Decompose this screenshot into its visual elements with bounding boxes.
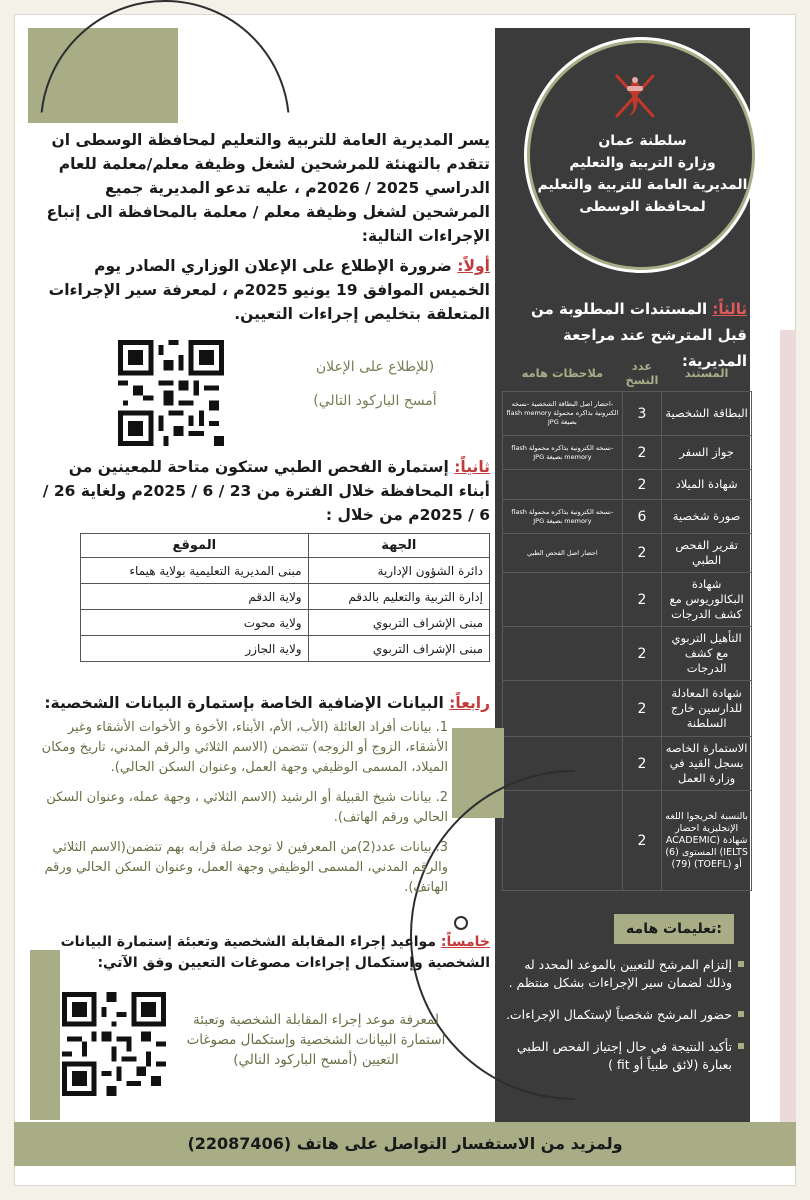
col-header-entity: الجهة xyxy=(308,534,489,558)
fifth-label: خامساً: xyxy=(440,934,490,950)
table-row xyxy=(503,681,752,737)
locations-table xyxy=(80,533,490,662)
oman-khanjar-emblem-icon xyxy=(605,66,665,126)
doc-name: البطاقة الشخصية xyxy=(662,392,752,436)
instructions-title: تعليمات هامه: xyxy=(614,914,734,944)
list-item: حضور المرشح شخصياً لإستكمال الإجراءات. xyxy=(498,1006,744,1024)
doc-note: -نسخه الكترونية بذاكره محمولة flash memory بصيغة JPG xyxy=(503,436,623,470)
col-header-copies: عدد النسخ xyxy=(622,355,661,392)
third-text: المستندات المطلوبة من قبل المترشح عند مراجعة المديرية: xyxy=(530,300,747,370)
doc-name: شهادة المعادلة للدارسين خارج السلطنة xyxy=(662,681,752,737)
org-line: لمحافظة الوسطى xyxy=(579,199,706,215)
doc-name: شهادة الميلاد xyxy=(662,470,752,500)
org-line: وزارة التربية والتعليم xyxy=(569,155,716,171)
doc-note xyxy=(503,470,623,500)
qr-note-line: (للإطلاع على الإعلان xyxy=(315,359,435,375)
list-item: 1. بيانات أفراد العائلة (الأب، الأم، الأبناء، الأخوة و الأخوات الأشقاء وغير الأشقاء، الزوج أو الزوجه) تتضمن (الاسم الثلاثي والرقم المدني، تاريخ ومكان الميلاد، المسمى الوظيفي وجهة العمل، وعنوان السكن الحالي). xyxy=(41,720,448,775)
doc-name: جواز السفر xyxy=(662,436,752,470)
doc-name: بالنسبة لخريجوا اللغه الإنجليزية احضار شهادة (ACADEMIC IELTS) المستوى (6) أو (TOEFL) (79) xyxy=(662,791,752,891)
decorative-pink-strip xyxy=(780,330,796,1130)
fourth-section-list xyxy=(36,718,448,908)
list-item: 3. بيانات عدد(2)من المعرفين لا توجد صلة قرابه بهم تتضمن(الاسم الثلاثي والرقم المدني، المسمى الوظيفي وجهة العمل، وعنوان السكن الحالي ورقم الهاتف). xyxy=(44,840,448,895)
table-row xyxy=(81,558,490,584)
org-line: المديرية العامة للتربية والتعليم xyxy=(537,177,748,193)
doc-copies: 3 xyxy=(622,392,661,436)
doc-copies: 2 xyxy=(622,737,661,791)
third-label: ثالثاً: xyxy=(712,300,747,318)
organization-title xyxy=(535,130,750,218)
list-item: تأكيد النتيجة في حال إجتياز الفحص الطبي بعبارة (لائق طبياً أو fit ) xyxy=(498,1038,744,1074)
doc-copies: 2 xyxy=(622,470,661,500)
entity-cell: إدارة التربية والتعليم بالدقم xyxy=(308,584,489,610)
entity-cell: مبنى الإشراف التربوي xyxy=(308,636,489,662)
list-item: 2. بيانات شيخ القبيلة أو الرشيد (الاسم الثلاثي ، وجهة عمله، وعنوان السكن الحالي ورقم الهاتف). xyxy=(46,790,448,825)
first-section xyxy=(36,254,490,326)
doc-copies: 2 xyxy=(622,681,661,737)
table-row xyxy=(503,470,752,500)
doc-name: شهادة البكالوريوس مع كشف الدرجات xyxy=(662,573,752,627)
col-header-location: الموقع xyxy=(81,534,309,558)
doc-note xyxy=(503,627,623,681)
doc-copies: 6 xyxy=(622,500,661,534)
doc-note: -نسخه الكترونية بذاكره محمولة flash memory بصيغة JPG xyxy=(503,500,623,534)
interview-qr-code[interactable] xyxy=(62,992,166,1096)
doc-name: الاستمارة الخاصه بسجل القيد في وزارة العمل xyxy=(662,737,752,791)
entity-cell: دائرة الشؤون الإدارية xyxy=(308,558,489,584)
col-header-document: المستند xyxy=(662,355,752,392)
second-text: إستمارة الفحص الطبي ستكون متاحة للمعينين من أبناء المحافظة خلال الفترة من 23 / 6 / 2025م ولغاية 26 / 6 / 2025م من خلال : xyxy=(42,458,490,524)
announcement-qr-note xyxy=(262,350,488,418)
col-header-notes: ملاحظات هامه xyxy=(503,355,623,392)
fourth-title-text: البيانات الإضافية الخاصة بإستمارة البيانات الشخصية: xyxy=(44,694,450,712)
fourth-label: رابعاً: xyxy=(449,694,490,712)
doc-name: تقرير الفحص الطبي xyxy=(662,534,752,573)
first-label: أولاً: xyxy=(457,257,490,275)
doc-note: -احضار اصل البطاقة الشخصية -نسخه الكترونية بذاكره محمولة flash memory بصيغة JPG xyxy=(503,392,623,436)
doc-note xyxy=(503,573,623,627)
list-item: إلتزام المرشح للتعيين بالموعد المحدد له وذلك لضمان سير الإجراءات بشكل منتظم . xyxy=(498,956,744,992)
interview-qr-note: لمعرفة موعد إجراء المقابلة الشخصية وتعبئة استمارة البيانات الشخصية وإستكمال مصوغات التعيين (أمسح الباركود التالي) xyxy=(186,1012,446,1068)
doc-copies: 2 xyxy=(622,791,661,891)
intro-paragraph: يسر المديرية العامة للتربية والتعليم لمحافظة الوسطى ان تتقدم بالتهنئة للمرشحين لشغل وظيفة معلم/معلمة للعام الدراسي 2025 / 2026م ، عليه تدعو المديرية جميع المرشحين لشغل وظيفة معلم / معلمة بالمحافظة الى إتباع الإجراءات التالية: xyxy=(46,131,490,245)
doc-name: صورة شخصية xyxy=(662,500,752,534)
table-row xyxy=(503,436,752,470)
decorative-olive-block xyxy=(30,950,60,1120)
doc-copies: 2 xyxy=(622,436,661,470)
contact-footer: ولمزيد من الاستفسار التواصل على هاتف (22087406) xyxy=(187,1134,623,1153)
table-row xyxy=(503,573,752,627)
fifth-section xyxy=(30,932,490,974)
table-row xyxy=(503,534,752,573)
second-section xyxy=(36,455,490,527)
location-cell: ولاية محوت xyxy=(81,610,309,636)
fifth-text: مواعيد إجراء المقابلة الشخصية وتعبئة إستمارة البيانات الشخصية وإستكمال إجراءات مصوغات التعيين وفق الآتي: xyxy=(60,934,490,971)
location-cell: ولاية الجازر xyxy=(81,636,309,662)
location-cell: ولاية الدقم xyxy=(81,584,309,610)
doc-copies: 2 xyxy=(622,627,661,681)
doc-note: احضار اصل الفحص الطبي xyxy=(503,534,623,573)
doc-copies: 2 xyxy=(622,573,661,627)
table-row xyxy=(81,636,490,662)
doc-note xyxy=(503,681,623,737)
doc-copies: 2 xyxy=(622,534,661,573)
table-row xyxy=(81,584,490,610)
announcement-qr-code[interactable] xyxy=(118,340,224,446)
first-text: ضرورة الإطلاع على الإعلان الوزاري الصادر يوم الخميس الموافق 19 يونيو 2025م ، لمعرفة سير الإجراءات المتعلقة بتخليص إجراءات التعيين. xyxy=(48,257,490,323)
doc-name: التأهيل التربوي مع كشف الدرجات xyxy=(662,627,752,681)
table-row xyxy=(81,610,490,636)
decorative-dot xyxy=(454,916,468,930)
fourth-section-title xyxy=(36,692,490,714)
table-row xyxy=(503,627,752,681)
table-row xyxy=(503,392,752,436)
table-row xyxy=(503,500,752,534)
entity-cell: مبنى الإشراف التربوي xyxy=(308,610,489,636)
location-cell: مبنى المديرية التعليمية بولاية هيماء xyxy=(81,558,309,584)
second-label: ثانياً: xyxy=(454,458,490,476)
qr-note-line: أمسح الباركود التالي) xyxy=(313,393,437,409)
org-line: سلطنة عمان xyxy=(598,133,687,149)
